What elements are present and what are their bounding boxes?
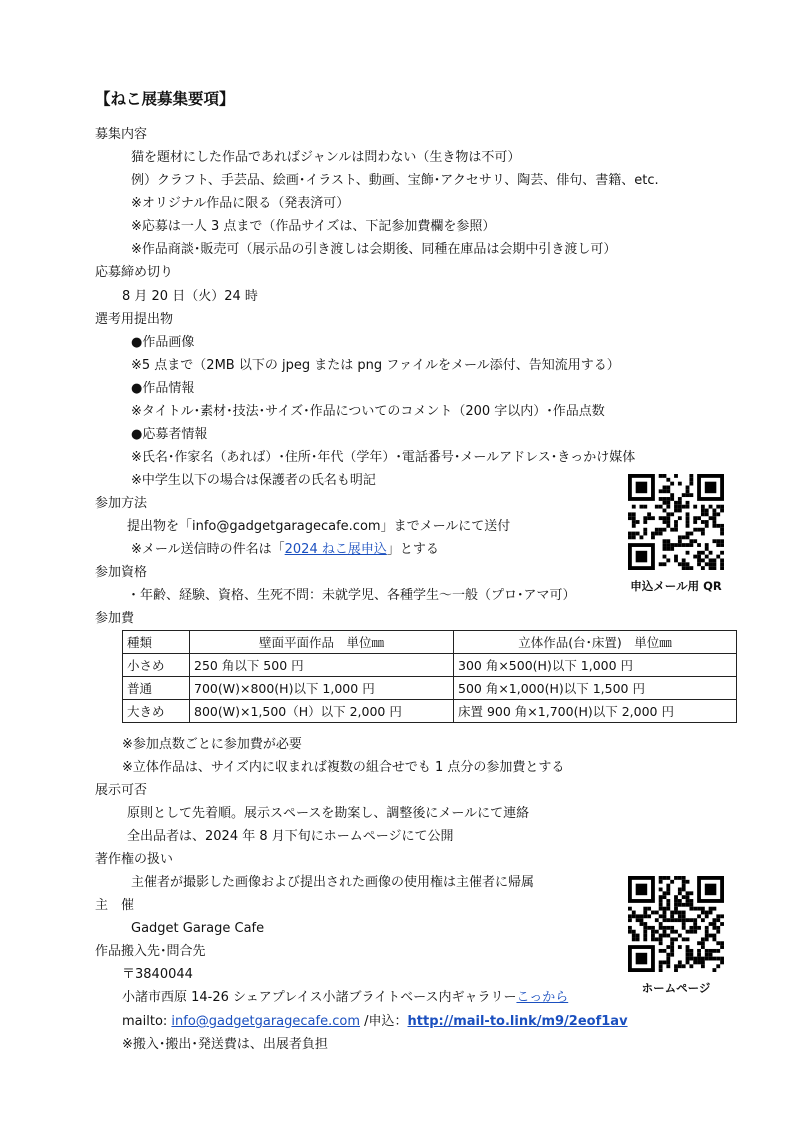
mail-line [122, 1013, 628, 1031]
fee-table [122, 630, 737, 723]
qr-code-icon[interactable] [628, 474, 724, 570]
submission-line: ※中学生以下の場合は保護者の氏名も明記 [131, 473, 376, 488]
table-row [123, 700, 737, 723]
table-cell: 250 角以下 500 円 [190, 654, 454, 677]
deadline-value: 8 月 20 日（火）24 時 [122, 289, 258, 304]
table-header-cell: 種類 [123, 631, 190, 654]
section-heading-submission: 選考用提出物 [95, 312, 174, 327]
section-heading-organizer: 主 催 [95, 898, 135, 913]
content-line: ※オリジナル作品に限る（発表済可） [131, 196, 350, 211]
section-heading-copyright: 著作権の扱い [95, 852, 174, 867]
address-line [122, 989, 568, 1007]
table-header-cell: 壁面平面作品 単位㎜ [190, 631, 454, 654]
table-row [123, 654, 737, 677]
section-heading-display: 展示可否 [95, 783, 148, 798]
apply-link[interactable]: http://mail-to.link/m9/2eof1av [407, 1014, 628, 1029]
submission-line: ●作品画像 [131, 335, 195, 350]
fee-note: ※立体作品は、サイズ内に収まれば複数の組合せでも 1 点分の参加費とする [122, 760, 565, 775]
submission-line: ●応募者情報 [131, 427, 208, 442]
submission-line: ※タイトル･素材･技法･サイズ･作品についてのコメント（200 字以内）･作品点数 [131, 404, 605, 419]
section-heading-fee: 参加費 [95, 611, 135, 626]
qr-caption-mail: 申込メール用 QR [630, 579, 722, 593]
contact-note: ※搬入･搬出･発送費は、出展者負担 [122, 1037, 328, 1052]
organizer-value: Gadget Garage Cafe [131, 921, 265, 936]
subject-link[interactable]: 2024 ねこ展申込 [284, 542, 387, 557]
eligibility-value: ・年齢、経験、資格、生死不問：未就学児、各種学生～一般（プロ･アマ可） [127, 588, 576, 603]
section-heading-contact: 作品搬入先･問合先 [95, 944, 206, 959]
email-link[interactable]: info@gadgetgaragecafe.com [171, 1014, 360, 1029]
table-cell: 普通 [123, 677, 190, 700]
method-line [131, 541, 439, 559]
display-line: 全出品者は、2024 年 8 月下旬にホームページにて公開 [127, 829, 454, 844]
method-line: 提出物を「info@gadgetgaragecafe.com」までメールにて送付 [127, 519, 511, 534]
fee-note: ※参加点数ごとに参加費が必要 [122, 737, 302, 752]
table-cell: 床置 900 角×1,700(H)以下 2,000 円 [454, 700, 737, 723]
content-line: ※作品商談･販売可（展示品の引き渡しは会期後、同種在庫品は会期中引き渡し可） [131, 242, 617, 257]
table-header-cell: 立体作品(台･床置) 単位㎜ [454, 631, 737, 654]
address-link[interactable]: こっから [516, 990, 569, 1005]
table-cell: 300 角×500(H)以下 1,000 円 [454, 654, 737, 677]
postal-code: 〒3840044 [122, 967, 193, 982]
copyright-value: 主催者が撮影した画像および提出された画像の使用権は主催者に帰属 [131, 875, 535, 890]
display-line: 原則として先着順。展示スペースを勘案し、調整後にメールにて連絡 [127, 806, 530, 821]
mail-prefix: mailto: [122, 1014, 172, 1029]
table-header-row [123, 631, 737, 654]
submission-line: ●作品情報 [131, 381, 195, 396]
submission-line: ※5 点まで（2MB 以下の jpeg または png ファイルをメール添付、告知流用する） [131, 358, 620, 373]
table-cell: 500 角×1,000(H)以下 1,500 円 [454, 677, 737, 700]
table-cell: 800(W)×1,500（H）以下 2,000 円 [190, 700, 454, 723]
table-cell: 大きめ [123, 700, 190, 723]
table-cell: 700(W)×800(H)以下 1,000 円 [190, 677, 454, 700]
method-suffix: 」とする [386, 542, 439, 557]
table-row [123, 677, 737, 700]
mail-mid: /申込： [360, 1014, 408, 1029]
table-cell: 小さめ [123, 654, 190, 677]
qr-code-icon[interactable] [628, 876, 724, 972]
submission-line: ※氏名･作家名（あれば）･住所･年代（学年）･電話番号･メールアドレス･きっかけ媒体 [131, 450, 636, 465]
section-heading-content: 募集内容 [95, 127, 148, 142]
content-line: 猫を題材にした作品であればジャンルは問わない（生き物は不可） [131, 150, 521, 165]
content-line: ※応募は一人 3 点まで（作品サイズは、下記参加費欄を参照） [131, 219, 496, 234]
address-text: 小諸市西原 14-26 シェアプレイス小諸ブライトベース内ギャラリー [122, 990, 517, 1005]
method-prefix: ※メール送信時の件名は「 [131, 542, 285, 557]
section-heading-eligibility: 参加資格 [95, 565, 148, 580]
content-line: 例）クラフト、手芸品、絵画･イラスト、動画、宝飾･アクセサリ、陶芸、俳句、書籍、etc. [131, 173, 659, 188]
qr-caption-home: ホームページ [641, 981, 711, 995]
section-heading-method: 参加方法 [95, 496, 148, 511]
section-heading-deadline: 応募締め切り [95, 265, 174, 280]
page-title: 【ねこ展募集要項】 [95, 90, 235, 108]
